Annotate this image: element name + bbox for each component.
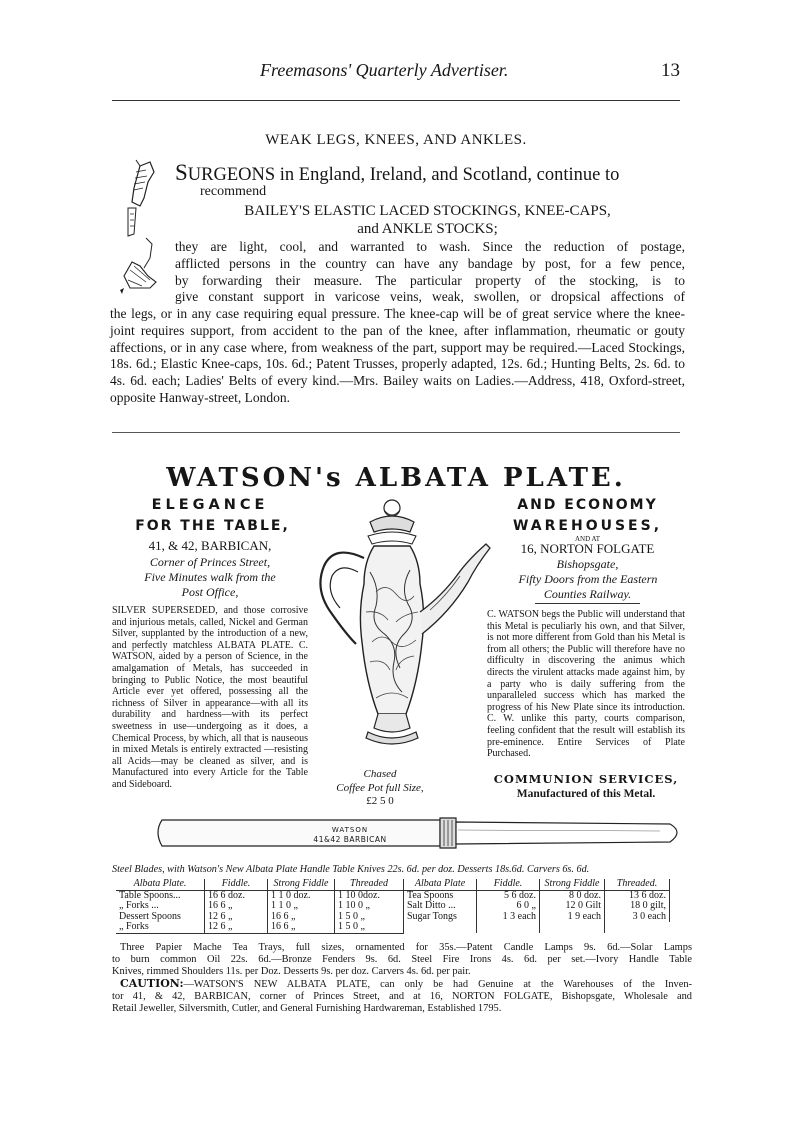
knife-mark-name: WATSON (331, 826, 369, 834)
bailey-line: they are light, cool, and warranted to wash. Since the reduction of postage, (175, 239, 685, 254)
table-row (116, 922, 670, 933)
bailey-product-1: BAILEY'S ELASTIC LACED STOCKINGS, KNEE-CAPS, (244, 203, 611, 219)
table-cell: Sugar Tongs (404, 912, 477, 923)
caution-line: —WATSON'S NEW ALBATA PLATE, can only be had Genuine at the Warehouses of the Inven- (183, 979, 692, 990)
table-cell: 16 6 „ (268, 922, 335, 933)
column-header: Threaded. (605, 879, 670, 890)
column-header: Fiddle. (205, 879, 268, 890)
railway-underline (535, 603, 640, 604)
table-cell: Table Spoons... (119, 889, 181, 901)
table-row (116, 912, 670, 923)
bottom-line: Knives, rimmed Shoulders 11s. per Doz. Desserts 9s. per doz. Carvers 4s. 6d. per pair. (112, 966, 471, 977)
column-header: Threaded (335, 879, 404, 890)
page-number: 13 (661, 60, 680, 81)
header-rule (112, 100, 680, 101)
bottom-notes (112, 942, 692, 1015)
page-header (110, 60, 680, 88)
bailey-body-indented (175, 239, 685, 306)
table-cell: 12 0 Gilt (540, 901, 605, 912)
table-cell: 1 9 each (540, 912, 605, 923)
table-cell: 12 6 „ (205, 922, 268, 933)
table-cell: 18 0 gilt, (605, 901, 670, 912)
manufactured-line: Manufactured of this Metal. (516, 788, 656, 800)
bishopsgate-line: Bishopsgate, (556, 557, 619, 571)
table-cell: 12 6 „ (205, 912, 268, 923)
table-header-row (116, 879, 670, 890)
table-cell: 1 5 0 „ (335, 922, 404, 933)
elegance-heading: ELEGANCE (151, 497, 269, 513)
table-cell: Salt Ditto ... (404, 901, 477, 912)
railway-line: Counties Railway. (543, 587, 632, 601)
table-row (116, 901, 670, 912)
post-office-line: Post Office, (181, 585, 239, 599)
coffee-pot-icon (300, 492, 500, 782)
watson-title: WATSON's ALBATA PLATE. (166, 463, 626, 493)
column-header: Albata Plate. (116, 879, 205, 890)
column-header: Strong Fiddle (540, 879, 605, 890)
bailey-lead-cont: recommend (200, 184, 267, 199)
for-table-heading: FOR THE TABLE, (135, 518, 290, 534)
table-cell (605, 922, 670, 933)
minutes-line: Five Minutes walk from the (144, 570, 276, 584)
table-cell: „ Forks ... (119, 900, 159, 911)
table-cell: Tea Spoons (404, 890, 477, 901)
fifty-doors-line: Fifty Doors from the Eastern (518, 572, 658, 586)
table-cell: 1 5 0 „ (335, 912, 404, 923)
pot-caption-price: £2 5 0 (366, 795, 394, 807)
table-cell: 6 0 „ (477, 901, 540, 912)
norton-address: 16, NORTON FOLGATE (520, 541, 655, 556)
table-cell: 1 1 0 „ (268, 901, 335, 912)
bailey-heading: WEAK LEGS, KNEES, AND ANKLES. (265, 132, 527, 148)
stocking-illustration-icon (110, 158, 172, 298)
table-cell: 8 0 doz. (540, 890, 605, 901)
table-cell (540, 922, 605, 933)
warehouses-heading: WAREHOUSES, (512, 518, 663, 534)
column-header: Strong Fiddle (268, 879, 335, 890)
watson-left-body: SILVER SUPERSEDED, and those corrosive and injurious metals, called, Nickel and German Silver, supplanted by the introduction of a new, and perfectly matchless ALBATA PLATE. C. WATSON, aided by a person of Science, in the amalgamation of Metals, has succeeded in bringing to Public Notice, the most beautiful Article ever yet offered, possessing all the richness of Silver in appearance—with all its durability and hardness—with its perfect sweetness in use—undergoing as it does, a Chemical Process, by which, all that is nauseous in mixed Metals is entirely extracted —resisting all Acids—may be cleaned as silver, and is Manufactured into every Article for the Table and Sideboard. (112, 605, 308, 790)
table-cell: 1 3 each (477, 912, 540, 923)
table-cell: 3 0 each (605, 912, 670, 923)
watson-right-body: C. WATSON begs the Public will understand that this Metal is peculiarly his own, and that Silver, is not more different from Gold than his Metal is from all others; the Public will therefore have no difficulty in discovering the animus which directs the virulent attacks made against him, by a party who is daily suffering from the unparalleled success which has marked the progress of his New Plate since its introduction. C. W. unlike this party, courts comparison, feeling confident that the result will establish its pre-eminence. Entire Services of Plate Purchased. (487, 609, 685, 760)
bottom-line: Three Papier Mache Tea Trays, full sizes, ornamented for 35s.—Patent Candle Lamps 9s. 6d.—Solar Lamps (120, 942, 692, 953)
caution-line: tor 41, & 42, BARBICAN, corner of Princes Street, and at 16, NORTON FOLGATE, Bishopsgate, Wholesale and (112, 991, 692, 1002)
economy-heading: AND ECONOMY (517, 497, 658, 513)
table-cell: „ Forks (116, 922, 205, 933)
bailey-product-2: and ANKLE STOCKS; (357, 221, 498, 237)
barbican-address: 41, & 42, BARBICAN, (148, 538, 272, 553)
table-cell: Dessert Spoons (119, 910, 181, 922)
communion-heading: COMMUNION SERVICES, (493, 772, 679, 786)
bailey-lead-text: URGEONS in England, Ireland, and Scotland, continue to (187, 165, 620, 185)
knife-icon (150, 808, 690, 858)
table-cell: 1 10 0 „ (335, 901, 404, 912)
bailey-line: by forwarding their measure. The particular property of the stocking, is to (175, 272, 685, 288)
drop-cap: S (175, 160, 188, 185)
knives-line: Steel Blades, with Watson's New Albata Plate Handle Table Knives 22s. 6d. per doz. Desserts 18s.6d. Carvers 6s. 6d. (112, 864, 590, 875)
table-cell (477, 922, 540, 933)
table-cell: 16 6 „ (268, 912, 335, 923)
price-table (116, 879, 670, 934)
bottom-line: to burn common Oil 22s. 6d.—Bronze Fenders 9s. 6d. Steel Fire Irons 4s. 6d. per set.—Ivory Handle Table (112, 954, 692, 965)
corner-line: Corner of Princes Street, (149, 555, 271, 569)
running-title: Freemasons' Quarterly Advertiser. (260, 60, 509, 80)
knife-mark-address: 41&42 BARBICAN (313, 835, 387, 844)
caution-label: CAUTION: (120, 977, 184, 990)
column-header: Albata Plate (404, 879, 477, 890)
table-cell: 16 6 doz. (205, 890, 268, 901)
and-at: AND AT (574, 535, 601, 543)
table-cell: 16 6 „ (205, 901, 268, 912)
table-cell: 13 6 doz. (605, 890, 670, 901)
bailey-body: the legs, or in any case requiring equal pressure. The knee-cap will be of great service where the knee-joint requires support, from accident to the pan of the knee, after inflammation, rheumatic or gouty affections, or in any case where, from weakness of the part, support may be required.—Laced Stockings, 18s. 6d.; Elastic Knee-caps, 10s. 6d.; Patent Trusses, properly adapted, 12s. 6d.; Hunting Belts, 2s. 6d. to 4s. 6d. each; Ladies' Belts of every kind.—Mrs. Bailey waits on Ladies.—Address, 418, Oxford-street, opposite Hanway-street, London. (110, 306, 685, 405)
table-cell: 1 10 0doz. (335, 890, 404, 901)
column-header: Fiddle. (477, 879, 540, 890)
bailey-line: give constant support in varicose veins, weak, swollen, or dropsical affections of (175, 289, 685, 305)
section-rule (112, 432, 680, 433)
bailey-lead (175, 160, 685, 186)
caution-line: Retail Jeweller, Silversmith, Cutler, and General Furnishing Hardwareman, Established 1795. (112, 1003, 502, 1014)
pot-caption-coffee: Coffee Pot full Size, (336, 782, 424, 794)
pot-caption-chased: Chased (363, 768, 397, 780)
bailey-line: afflicted persons in the country can have any bandage by post, for a few pence, (175, 255, 685, 271)
table-cell (404, 922, 477, 933)
table-cell: 1 1 0 doz. (268, 890, 335, 901)
table-cell: 5 6 doz. (477, 890, 540, 901)
